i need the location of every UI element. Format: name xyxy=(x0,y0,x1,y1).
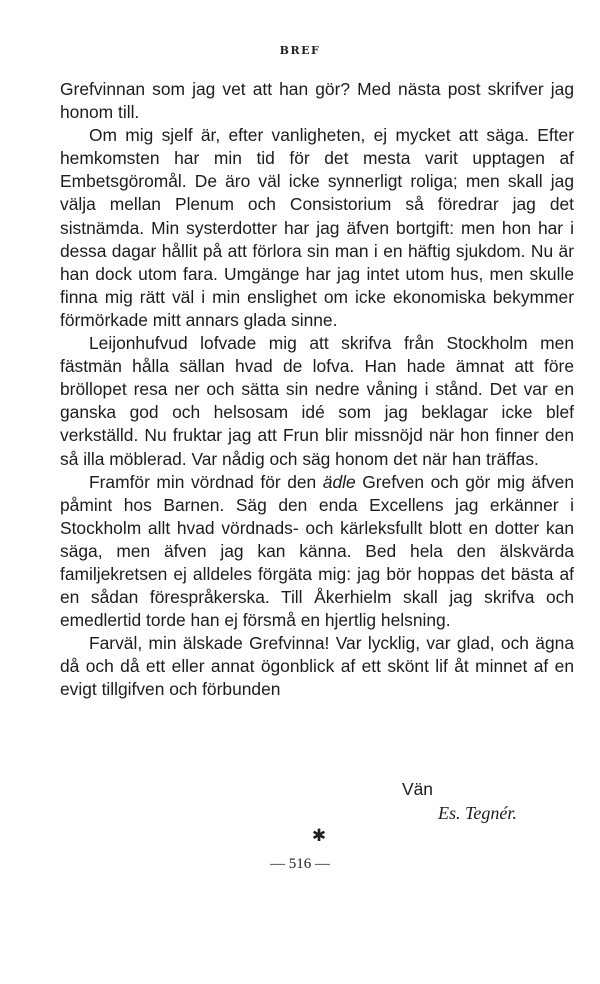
paragraph-greetings-start: Framför min vördnad för den xyxy=(89,471,323,492)
paragraph-greetings xyxy=(60,471,574,633)
paragraph-about-self: Om mig sjelf är, efter vanligheten, ej mycket att säga. Efter hemkomsten har min tid för det mesta varit upptagen af Embetsgöromål. De äro väl icke synnerligt roliga; men skall jag välja mellan Plenum och Consistorium så föredrar jag det sistnämda. Min systerdotter har jag äfven bortgift: men hon har i dessa dagar hållit på att förlora sin man i en häftig sjukdom. Nu är han dock utom fara. Umgänge har jag intet utom hus, men skulle finna mig rätt väl i min enslighet om icke ekonomiska bekymmer förmörkade mitt annars glada sinne. xyxy=(60,125,574,330)
paragraph-farewell: Farväl, min älskade Grefvinna! Var lycklig, var glad, och ägna då och då ett eller annat ögonblick af ett skönt lif åt minnet af en evigt tillgifven och förbunden xyxy=(60,633,574,700)
ornament-asterisk xyxy=(0,826,600,846)
italic-word: ädle xyxy=(322,471,356,492)
salutation: Vän xyxy=(402,779,433,799)
paragraph-greetings-rest: Grefven och gör mig äfven påmint hos Barnen. Säg den enda Excellens jag erkänner i Stockholm allt hvad vördnads- och kärleksfullt blott en dotter kan säga, men äfven jag kan känna. Bed hela den älskvärda familjekretsen ej alldeles förgäta mig: jag bör hoppas det bästa af en sådan förespråkerska. Till Åkerhielm skall jag skrifva och emedlertid torde han ej försmå en hjertlig helsning. xyxy=(60,471,574,631)
paragraph-leijonhufvud: Leijonhufvud lofvade mig att skrifva från Stockholm men fästmän hålla sällan hvad de lofva. Han hade ämnat att före bröllopet resa ner och sätta sin nedre våning i stånd. Det var en ganska god och helsosam idé som jag beklagar icke blef verkställd. Nu fruktar jag att Frun blir missnöjd när hon finner den så illa möblerad. Var nådig och säg honom det när han träffas. xyxy=(60,333,574,469)
asterisk-icon: ✱ xyxy=(311,826,327,846)
signature: Es. Tegnér. xyxy=(438,803,517,823)
paragraph-continuation: Grefvinnan som jag vet att han gör? Med nästa post skrifver jag honom till. xyxy=(60,79,574,123)
page-number: — 516 — xyxy=(270,856,330,872)
letter-body xyxy=(60,78,574,702)
running-head: BREF xyxy=(279,44,321,57)
